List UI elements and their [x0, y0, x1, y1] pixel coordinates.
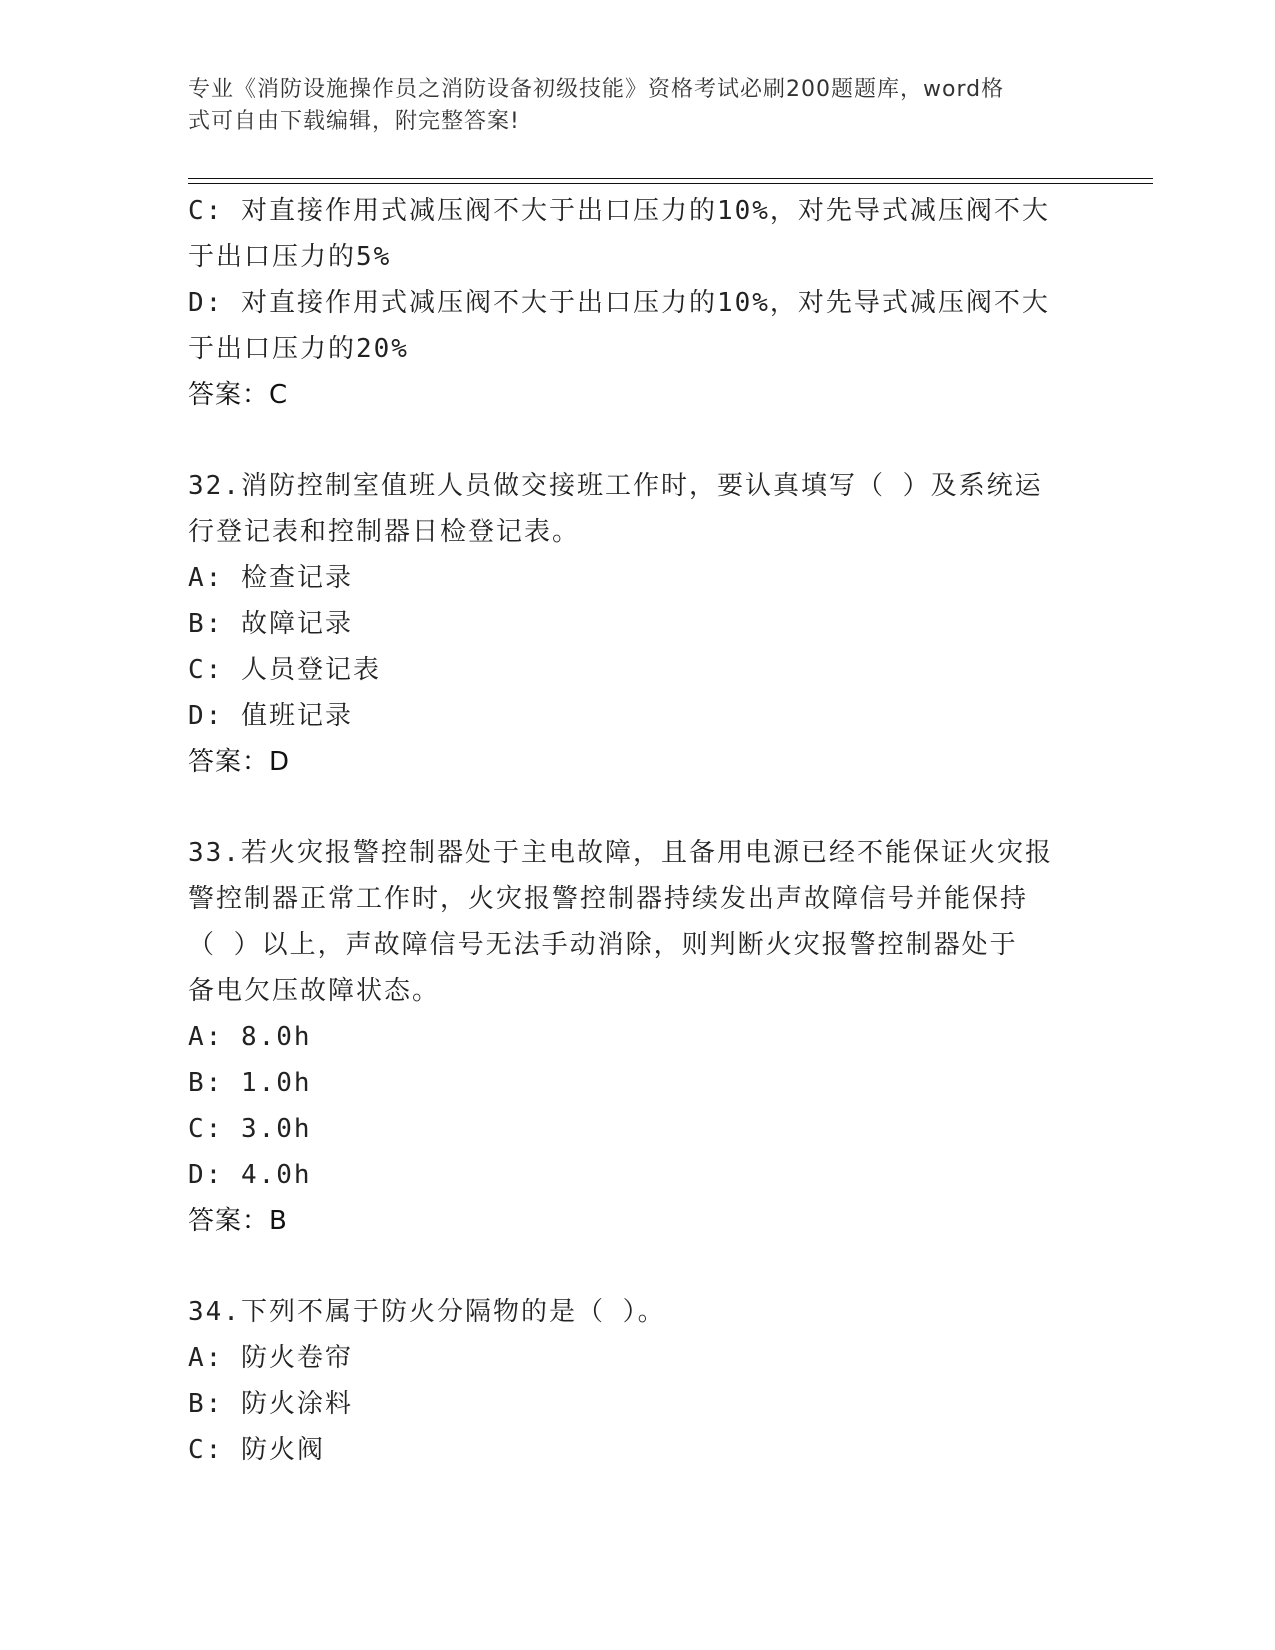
option-c: C: 防火阀 [188, 1435, 325, 1465]
option-a: A: 防火卷帘 [188, 1343, 353, 1373]
option-b: B: 1.0h [188, 1068, 312, 1098]
option-b: B: 故障记录 [188, 609, 353, 639]
header-title-line-2: 式可自由下载编辑，附完整答案! [188, 109, 520, 134]
question-31-tail [188, 188, 1088, 418]
header-divider-top [188, 178, 1153, 179]
option-c-line-1: C: 对直接作用式减压阀不大于出口压力的10%，对先导式减压阀不大 [188, 196, 1050, 226]
question-stem-line-2: 行登记表和控制器日检登记表。 [188, 517, 581, 547]
option-d: D: 4.0h [188, 1160, 312, 1190]
document-header [188, 74, 1068, 138]
option-a: A: 检查记录 [188, 563, 353, 593]
question-34 [188, 1289, 1088, 1473]
spacer [188, 1244, 1088, 1289]
option-c: C: 3.0h [188, 1114, 312, 1144]
spacer [188, 785, 1088, 830]
question-stem-line-1: 32.消防控制室值班人员做交接班工作时，要认真填写（ ）及系统运 [188, 471, 1043, 501]
option-b: B: 防火涂料 [188, 1389, 353, 1419]
option-c-line-2: 于出口压力的5% [188, 242, 392, 272]
question-stem-line-4: 备电欠压故障状态。 [188, 976, 441, 1006]
question-stem-line-3: （ ）以上，声故障信号无法手动消除，则判断火灾报警控制器处于 [188, 930, 1018, 960]
option-d-line-2: 于出口压力的20% [188, 334, 409, 364]
answer-label: 答案：D [188, 747, 291, 777]
question-stem-line-1: 33.若火灾报警控制器处于主电故障，且备用电源已经不能保证火灾报 [188, 838, 1053, 868]
question-stem-line-1: 34.下列不属于防火分隔物的是（ ）。 [188, 1297, 666, 1327]
question-32 [188, 463, 1088, 785]
answer-label: 答案：C [188, 380, 289, 410]
header-title-line-1: 专业《消防设施操作员之消防设备初级技能》资格考试必刷200题题库，word格 [188, 77, 1005, 102]
option-c: C: 人员登记表 [188, 655, 381, 685]
question-33 [188, 830, 1088, 1244]
document-body [188, 188, 1088, 1473]
question-stem-line-2: 警控制器正常工作时，火灾报警控制器持续发出声故障信号并能保持 [188, 884, 1029, 914]
header-divider-bottom [188, 183, 1153, 184]
answer-label: 答案：B [188, 1206, 288, 1236]
option-d: D: 值班记录 [188, 701, 353, 731]
option-a: A: 8.0h [188, 1022, 312, 1052]
spacer [188, 418, 1088, 463]
option-d-line-1: D: 对直接作用式减压阀不大于出口压力的10%，对先导式减压阀不大 [188, 288, 1050, 318]
